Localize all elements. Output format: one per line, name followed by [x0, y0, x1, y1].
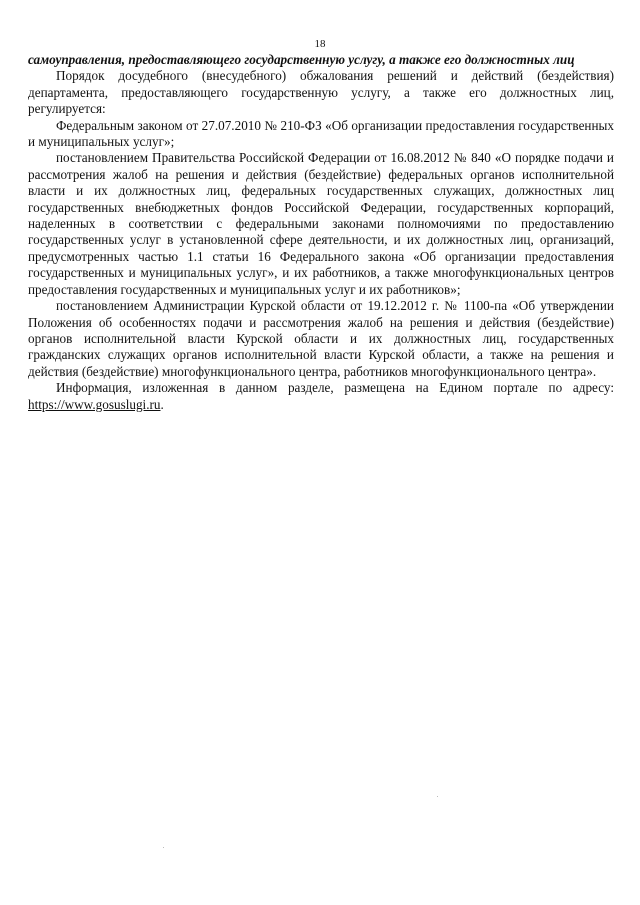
scan-speck	[163, 847, 164, 848]
scan-speck	[437, 796, 438, 797]
page-number: 18	[314, 38, 326, 50]
document-body	[28, 52, 614, 413]
portal-info-text: Информация, изложенная в данном разделе, размещена на Едином портале по адресу:	[56, 380, 614, 396]
portal-link[interactable]: https://www.gosuslugi.ru	[28, 396, 161, 412]
paragraph-government-resolution: постановлением Правительства Российской Федерации от 16.08.2012 № 840 «О порядке подачи и рассмотрения жалоб на решения и действия (бездействие) федеральных органов исполнительной власти и их должностных лиц, федеральных государственных служащих, должностных лиц государственных внебюджетных фондов Российской Федерации, государственных корпораций, наделенных в соответствии с федеральными законами полномочиями по предоставлению государственных услуг в установленной сфере деятельности, и их должностных лиц, организаций, предусмотренных частью 1.1 статьи 16 Федерального закона «Об организации предоставления государственных и муниципальных услуг», и их работников, а также многофункциональных центров предоставления государственных и муниципальных услуг и их работников»;	[28, 150, 614, 297]
paragraph-federal-law: Федеральным законом от 27.07.2010 № 210-ФЗ «Об организации предоставления государственных и муниципальных услуг»;	[28, 117, 614, 150]
section-heading: самоуправления, предоставляющего государственную услугу, а также его должностных лиц	[28, 52, 575, 67]
paragraph-portal-info	[28, 380, 614, 413]
paragraph-regional-resolution: постановлением Администрации Курской области от 19.12.2012 г. № 1100-па «Об утверждении Положения об особенностях подачи и рассмотрения жалоб на решения и действия (бездействие) органов исполнительной власти Курской области и их должностных лиц, государственных гражданских служащих органов исполнительной власти Курской области, а также на решения и действия (бездействие) многофункционального центра, работников многофункционального центра».	[28, 298, 614, 379]
paragraph-appeal-procedure: Порядок досудебного (внесудебного) обжалования решений и действий (бездействия) департамента, предоставляющего государственную услугу, а также его должностных лиц, регулируется:	[28, 68, 614, 117]
portal-info-tail: .	[160, 396, 164, 412]
